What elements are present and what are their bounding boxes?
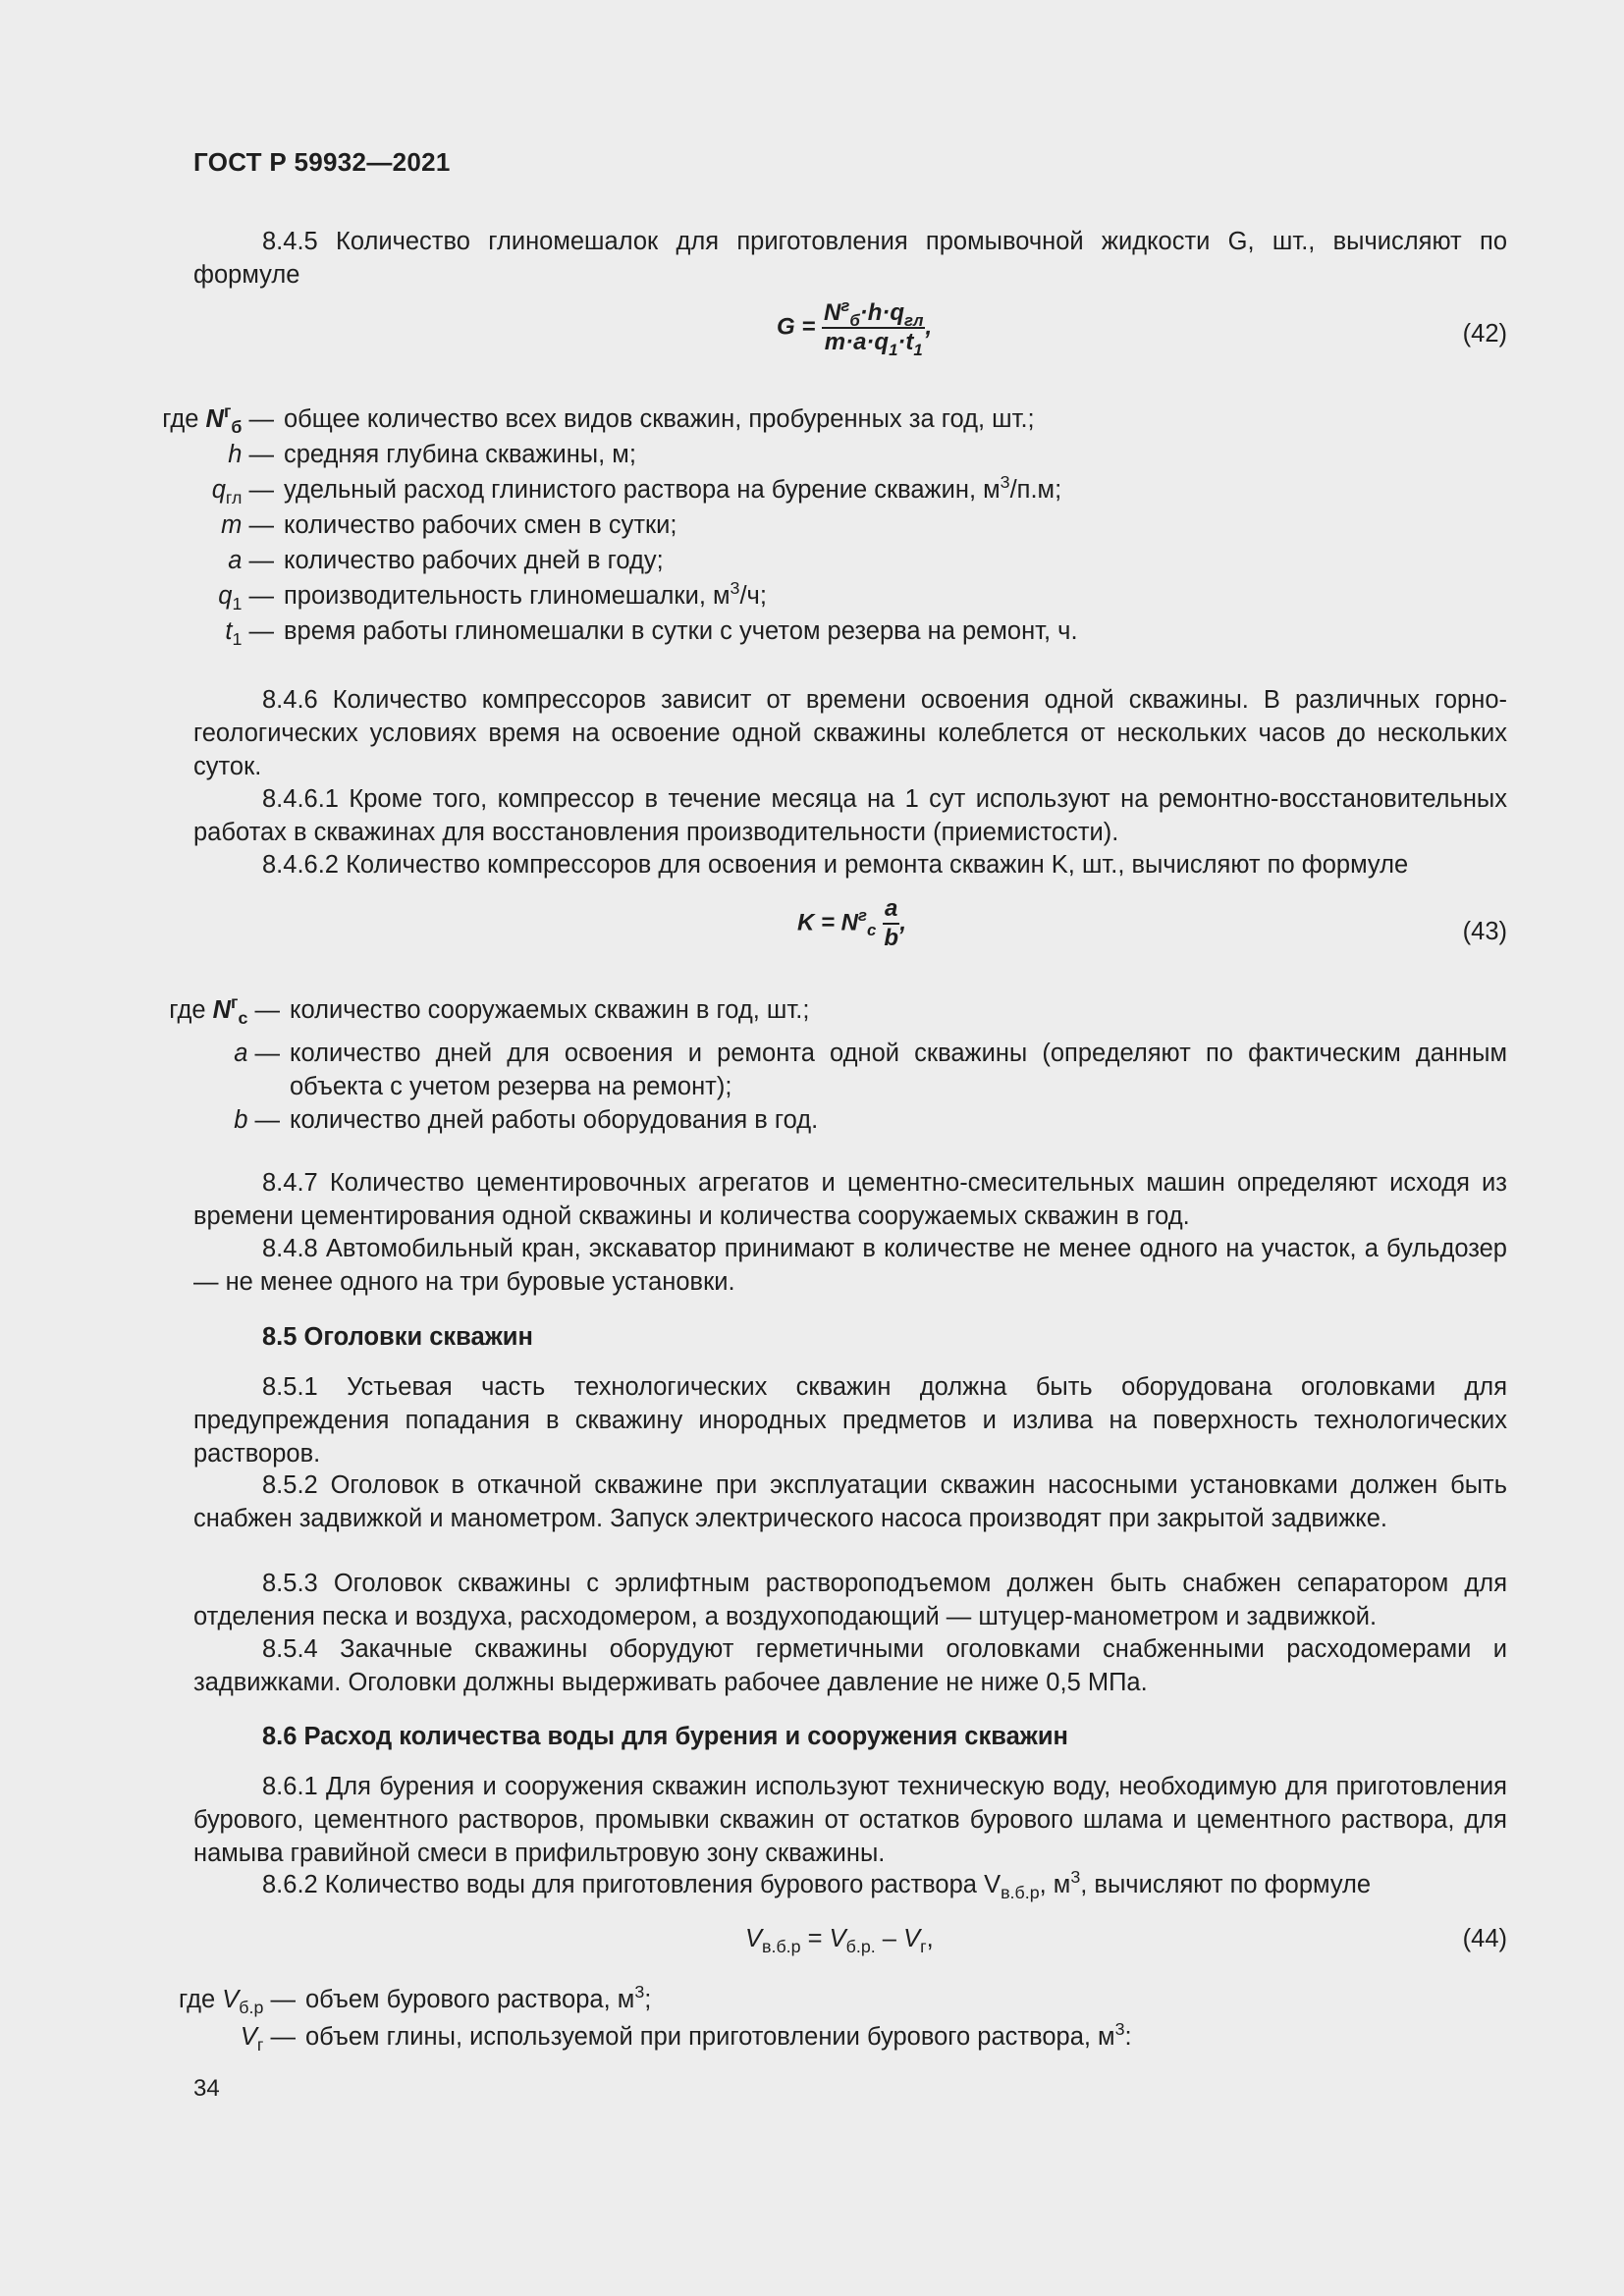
- heading-8-6: 8.6 Расход количества воды для бурения и сооружения скважин: [262, 1723, 1068, 1750]
- paragraph-8-5-1: 8.5.1 Устьевая часть технологических скважин должна быть оборудована оголовками для предупреждения попадания в скважину инородных предметов и излива на поверхность технологических растворов.: [193, 1373, 1507, 1468]
- definition-row: $V_г$ — объем глины, используемой при приготовлении бурового раствора, $м^3$:: [240, 2019, 1132, 2056]
- formula-42-fraction: $\frac{N^г_б\cdot h\cdot q_{гл}}{m\cdot a\cdot q_1\cdot t_1}$: [824, 295, 924, 359]
- definition-row: $q_{гл}$ — удельный расход глинистого раствора на бурение скважин, $м^3/п.м$;: [211, 472, 1062, 508]
- paragraph-8-4-5: 8.4.5 Количество глиномешалок для приготовления промывочной жидкости G, шт., вычисляют по формуле: [193, 228, 1507, 289]
- page-number: 34: [193, 2075, 220, 2102]
- definition-row: a — количество рабочих дней в году;: [228, 547, 664, 574]
- formula-43: $K = N^г_с$ $\frac{a}{b}$ ,: [797, 895, 907, 951]
- equation-number-44: (44): [1462, 1925, 1507, 1952]
- equation-number-43: (43): [1462, 918, 1507, 945]
- definition-row: где $N^г_б$ — общее количество всех видов скважин, пробуренных за год, шт.;: [162, 401, 1035, 438]
- document-header: ГОСТ Р 59932—2021: [193, 147, 451, 177]
- definition-row: m — количество рабочих смен в сутки;: [221, 511, 677, 539]
- definition-row: h — средняя глубина скважины, м;: [228, 441, 636, 468]
- paragraph-8-4-6-1: 8.4.6.1 Кроме того, компрессор в течение месяца на 1 сут используют на ремонтно-восстановительных работах в скважинах для восстановления производительности (приемистости).: [193, 785, 1507, 846]
- definition-row: где $V_{б.р}$ — объем бурового раствора, $м^3$;: [178, 1982, 652, 2018]
- definition-row: b — количество дней работы оборудования в год.: [234, 1106, 819, 1134]
- definition-row: где $N^г_с$ — количество сооружаемых скважин в год, шт.;: [169, 992, 810, 1029]
- formula-42-row: [193, 295, 1507, 378]
- paragraph-8-4-7: 8.4.7 Количество цементировочных агрегатов и цементно-смесительных машин определяют исходя из времени цементирования одной скважины и количества сооружаемых скважин в год.: [193, 1169, 1507, 1230]
- formula-43-row: [193, 895, 1507, 974]
- formula-43-fraction: $\frac{a}{b}$: [884, 895, 899, 951]
- formula-42: G = $\frac{N^г_б\cdot h\cdot q_{гл}}{m\cdot a\cdot q_1\cdot t_1}$ ,: [777, 295, 933, 359]
- definitions-44: [178, 1982, 1507, 2056]
- formula-44: $V_{в.б.р} = V_{б.р.} - V_г$,: [745, 1925, 934, 1957]
- paragraph-8-6-1: 8.6.1 Для бурения и сооружения скважин используют техническую воду, необходимую для приготовления бурового, цементного растворов, промывки скважин от остатков бурового шлама и цементного раствора, для намыва гравийной смеси в прифильтровую зону скважины.: [193, 1773, 1507, 1867]
- paragraph-8-5-4: 8.5.4 Закачные скважины оборудуют герметичными оголовками снабженными расходомерами и задвижками. Оголовки должны выдерживать рабочее давление не ниже 0,5 МПа.: [193, 1635, 1507, 1696]
- paragraph-8-5-3: 8.5.3 Оголовок скважины с эрлифтным раствороподъемом должен быть снабжен сепаратором для отделения песка и воздуха, расходомером, а воздухоподающий — штуцер-манометром и задвижкой.: [193, 1570, 1507, 1630]
- heading-8-5: 8.5 Оголовки скважин: [262, 1323, 533, 1351]
- formula-44-row: [193, 1922, 1507, 1965]
- definitions-43: [169, 992, 1507, 1139]
- paragraph-8-4-8: 8.4.8 Автомобильный кран, экскаватор принимают в количестве не менее одного на участок, а бульдозер — не менее одного на три буровые установки.: [193, 1235, 1507, 1296]
- paragraph-8-6-2: 8.6.2 Количество воды для приготовления бурового раствора $V_{в.б.р}$, $м^3$, вычисляют по формуле: [262, 1867, 1372, 1903]
- definition-row: $q_1$ — производительность глиномешалки, $м^3/ч$;: [218, 578, 767, 614]
- definition-row: $t_1$ — время работы глиномешалки в сутки с учетом резерва на ремонт, ч.: [225, 617, 1078, 650]
- equation-number-42: (42): [1462, 320, 1507, 347]
- definition-row: a — количество дней для освоения и ремонта одной скважины (определяют по фактическим данным объекта с учетом резерва на ремонт);: [234, 1040, 1507, 1100]
- definitions-42: [162, 401, 1507, 650]
- paragraph-8-4-6-2: 8.4.6.2 Количество компрессоров для освоения и ремонта скважин K, шт., вычисляют по формуле: [262, 851, 1409, 879]
- paragraph-8-4-6: 8.4.6 Количество компрессоров зависит от времени освоения одной скважины. В различных горно-геологических условиях время на освоение одной скважины колеблется от нескольких часов до нескольких суток.: [193, 686, 1507, 780]
- paragraph-8-5-2: 8.5.2 Оголовок в откачной скважине при эксплуатации скважин насосными установками должен быть снабжен задвижкой и манометром. Запуск электрического насоса производят при закрытой задвижке.: [193, 1471, 1507, 1532]
